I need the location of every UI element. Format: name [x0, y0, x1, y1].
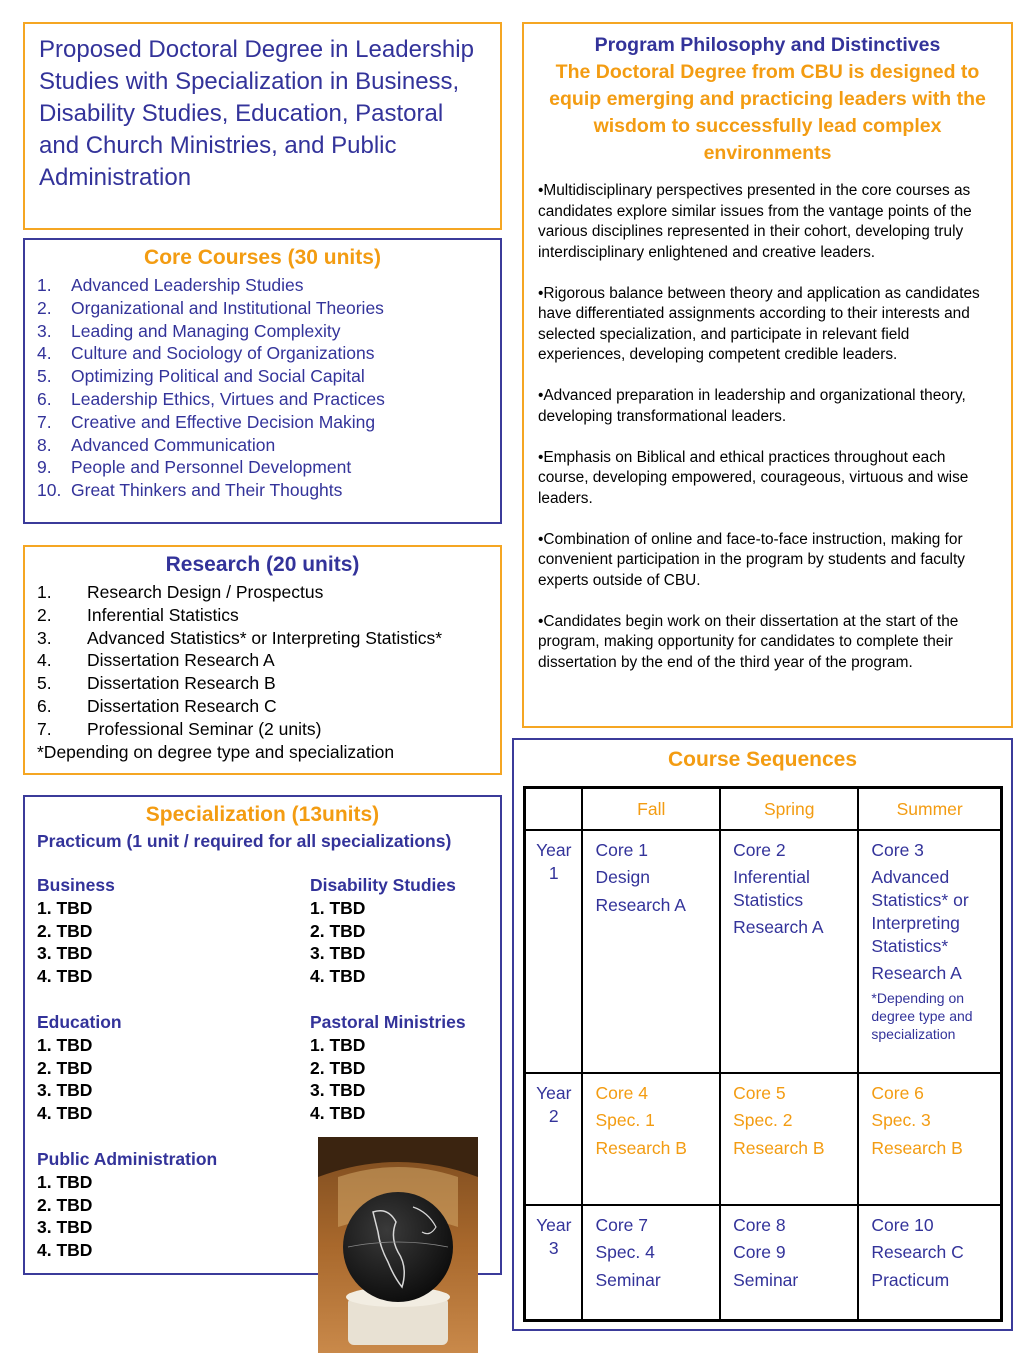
table-header-blank	[525, 788, 583, 831]
list-item	[37, 695, 488, 718]
list-item	[37, 342, 488, 365]
item-label: Dissertation Research B	[87, 673, 276, 694]
core-courses-box	[23, 238, 502, 524]
course-entry: Core 3	[871, 840, 924, 860]
spec-item: 4. TBD	[37, 1240, 93, 1261]
philosophy-paragraph: •Multidisciplinary perspectives presented in the core courses as candidates explore similar issues from the vantage points of the various disciplines represented in their cohort, developing truly interdisciplinary enlightened and creative leaders.	[538, 182, 972, 261]
item-label: Organizational and Institutional Theories	[71, 297, 384, 318]
item-label: Great Thinkers and Their Thoughts	[71, 480, 343, 501]
course-entry: Core 9	[733, 1242, 786, 1263]
spec-item: 3. TBD	[37, 943, 93, 964]
item-number: 8.	[37, 434, 52, 455]
spec-group-title: Disability Studies	[310, 875, 456, 895]
course-entry: Research A	[595, 894, 686, 915]
item-number: 1.	[37, 582, 52, 602]
year-cell	[525, 1073, 583, 1205]
philosophy-paragraph: •Advanced preparation in leadership and organizational theory, developing transformational leaders.	[538, 387, 966, 425]
course-entry: Research A	[733, 917, 824, 938]
spec-item: 2. TBD	[37, 920, 93, 941]
summer-cell	[858, 1073, 1001, 1205]
spec-group-title: Business	[37, 875, 115, 895]
title-box	[23, 22, 502, 230]
column-header-summer: Summer	[858, 788, 1001, 831]
fall-cell	[582, 830, 720, 1073]
spec-item: 1. TBD	[37, 1034, 93, 1055]
item-label: Culture and Sociology of Organizations	[71, 343, 375, 364]
course-sequences-heading: Course Sequences	[667, 748, 858, 771]
course-entry: Spec. 4	[595, 1242, 655, 1263]
spec-item: 2. TBD	[37, 1194, 93, 1215]
summer-cell	[858, 830, 1001, 1073]
spec-group-title: Pastoral Ministries	[310, 1012, 466, 1032]
item-label: Leadership Ethics, Virtues and Practices	[71, 388, 385, 409]
spec-item: 1. TBD	[310, 897, 366, 918]
course-entry: Research B	[595, 1137, 687, 1158]
year-number: 1	[548, 862, 559, 883]
list-item	[37, 434, 488, 457]
philosophy-paragraph: •Candidates begin work on their dissertation at the start of the program, making opportunity for candidates to complete their dissertation by the end of the third year of the program.	[538, 612, 959, 671]
spec-item: 2. TBD	[37, 1057, 93, 1078]
item-number: 10.	[37, 480, 62, 501]
research-note: *Depending on degree type and specialization	[37, 741, 395, 762]
list-item	[37, 388, 488, 411]
year-label: Year	[536, 1215, 572, 1235]
list-item	[37, 672, 488, 695]
core-courses-list	[37, 274, 488, 502]
column-header-fall: Fall	[582, 788, 720, 831]
item-label: Creative and Effective Decision Making	[71, 411, 376, 432]
spring-cell	[720, 830, 858, 1073]
spec-item: 4. TBD	[310, 966, 366, 987]
spec-item: 4. TBD	[37, 966, 93, 987]
course-entry: Spec. 1	[595, 1110, 655, 1131]
spec-item: 2. TBD	[310, 1057, 366, 1078]
item-number: 3.	[37, 627, 52, 648]
course-entry: Design	[595, 867, 650, 888]
year-number: 3	[548, 1237, 559, 1258]
list-item	[37, 274, 488, 297]
list-item	[37, 604, 488, 627]
list-item	[37, 581, 488, 604]
item-label: Inferential Statistics	[87, 604, 239, 625]
table-row	[525, 830, 1002, 1073]
item-number: 1.	[37, 275, 52, 295]
globe-image	[318, 1137, 478, 1353]
spec-item: 3. TBD	[310, 943, 366, 964]
page-title: Proposed Doctoral Degree in Leadership Studies with Specialization in Business, Disability Studies, Education, Pastoral and Church Ministries, and Public Administration	[39, 36, 474, 191]
item-number: 3.	[37, 320, 52, 341]
year-cell	[525, 1205, 583, 1321]
course-entry: Inferential Statistics	[733, 867, 810, 911]
item-number: 2.	[37, 604, 52, 625]
list-item	[37, 365, 488, 388]
fall-cell	[582, 1205, 720, 1321]
course-entry: Core 7	[595, 1215, 649, 1235]
spec-item: 4. TBD	[37, 1103, 93, 1124]
item-number: 7.	[37, 718, 52, 739]
list-item	[37, 456, 488, 479]
spec-item: 3. TBD	[37, 1217, 93, 1238]
globe-fountain-photo	[318, 1137, 478, 1353]
philosophy-title: Program Philosophy and Distinctives	[594, 34, 941, 56]
spec-item: 1. TBD	[310, 1034, 366, 1055]
practicum-note: Practicum (1 unit / required for all specializations)	[37, 831, 452, 851]
year-label: Year	[536, 840, 572, 860]
course-entry: Core 1	[595, 840, 649, 860]
course-entry: Seminar	[595, 1269, 661, 1290]
item-number: 9.	[37, 457, 52, 478]
table-row	[525, 1205, 1002, 1321]
course-entry: Core 2	[733, 840, 786, 860]
course-entry: Seminar	[733, 1269, 799, 1290]
item-number: 2.	[37, 297, 52, 318]
course-entry: Spec. 3	[871, 1110, 931, 1131]
spec-item: 3. TBD	[37, 1080, 93, 1101]
list-item	[37, 479, 488, 502]
course-sequences-box	[512, 738, 1013, 1331]
course-sequences-table	[523, 786, 1003, 1322]
spec-item: 3. TBD	[310, 1080, 366, 1101]
item-label: Optimizing Political and Social Capital	[71, 366, 365, 387]
spring-cell	[720, 1073, 858, 1205]
item-label: Professional Seminar (2 units)	[87, 718, 322, 739]
philosophy-paragraph: •Rigorous balance between theory and application as candidates have differentiated assignments according to their interests and selected specialization, and participate in relevant field experiences, developing competent credible leaders.	[538, 284, 980, 363]
item-number: 5.	[37, 366, 52, 387]
philosophy-box	[522, 22, 1013, 728]
spec-group-public-admin	[37, 1148, 267, 1262]
item-number: 4.	[37, 343, 52, 364]
course-entry: Core 5	[733, 1083, 786, 1103]
column-header-spring: Spring	[720, 788, 858, 831]
course-entry: Core 8	[733, 1215, 786, 1235]
spec-item: 4. TBD	[310, 1103, 366, 1124]
item-label: People and Personnel Development	[71, 457, 352, 478]
spec-item: 1. TBD	[37, 1171, 93, 1192]
list-item	[37, 718, 488, 741]
list-item	[37, 297, 488, 320]
item-number: 6.	[37, 388, 52, 409]
table-header-row	[525, 788, 1002, 831]
year-number: 2	[548, 1105, 559, 1126]
table-row	[525, 1073, 1002, 1205]
item-label: Leading and Managing Complexity	[71, 320, 341, 341]
item-label: Advanced Leadership Studies	[71, 275, 304, 295]
item-label: Dissertation Research A	[87, 650, 275, 671]
course-entry: Advanced Statistics* or Interpreting Statistics*	[871, 867, 969, 956]
item-number: 7.	[37, 411, 52, 432]
year-label: Year	[536, 1083, 572, 1103]
philosophy-paragraph: •Emphasis on Biblical and ethical practices throughout each course, developing empowered, courageous, virtuous and wise leaders.	[538, 448, 969, 507]
spec-group-pastoral	[310, 1011, 540, 1125]
item-label: Research Design / Prospectus	[87, 582, 324, 602]
spec-group-disability	[310, 874, 540, 988]
course-entry: Core 10	[871, 1215, 934, 1235]
research-list	[37, 581, 488, 741]
core-courses-heading: Core Courses (30 units)	[144, 246, 381, 269]
summer-note: *Depending on degree type and specialization	[871, 990, 973, 1043]
course-entry: Research A	[871, 962, 962, 983]
item-number: 4.	[37, 650, 52, 671]
spec-group-business	[37, 874, 267, 988]
item-label: Advanced Statistics* or Interpreting Statistics*	[87, 627, 443, 648]
summer-cell	[858, 1205, 1001, 1321]
list-item	[37, 411, 488, 434]
course-entry: Core 4	[595, 1083, 649, 1103]
course-entry: Practicum	[871, 1269, 950, 1290]
course-entry: Research C	[871, 1242, 964, 1263]
spec-item: 1. TBD	[37, 897, 93, 918]
philosophy-paragraph: •Combination of online and face-to-face instruction, making for convenient participation in the program by students and faculty experts outside of CBU.	[538, 530, 965, 589]
fall-cell	[582, 1073, 720, 1205]
course-entry: Core 6	[871, 1083, 924, 1103]
course-entry: Research B	[733, 1137, 825, 1158]
specialization-heading: Specialization (13units)	[145, 803, 380, 826]
spec-group-title: Public Administration	[37, 1149, 218, 1169]
course-entry: Research B	[871, 1137, 963, 1158]
spec-group-title: Education	[37, 1012, 122, 1032]
item-number: 5.	[37, 673, 52, 694]
list-item	[37, 627, 488, 650]
item-number: 6.	[37, 695, 52, 716]
item-label: Dissertation Research C	[87, 695, 277, 716]
spec-item: 2. TBD	[310, 920, 366, 941]
item-label: Advanced Communication	[71, 434, 276, 455]
list-item	[37, 649, 488, 672]
course-entry: Spec. 2	[733, 1110, 793, 1131]
spring-cell	[720, 1205, 858, 1321]
philosophy-subtitle: The Doctoral Degree from CBU is designed to equip emerging and practicing leaders with the wisdom to successfully lead complex environments	[549, 61, 986, 164]
year-cell	[525, 830, 583, 1073]
research-box	[23, 545, 502, 775]
research-heading: Research (20 units)	[165, 553, 360, 576]
spec-group-education	[37, 1011, 267, 1125]
list-item	[37, 320, 488, 343]
